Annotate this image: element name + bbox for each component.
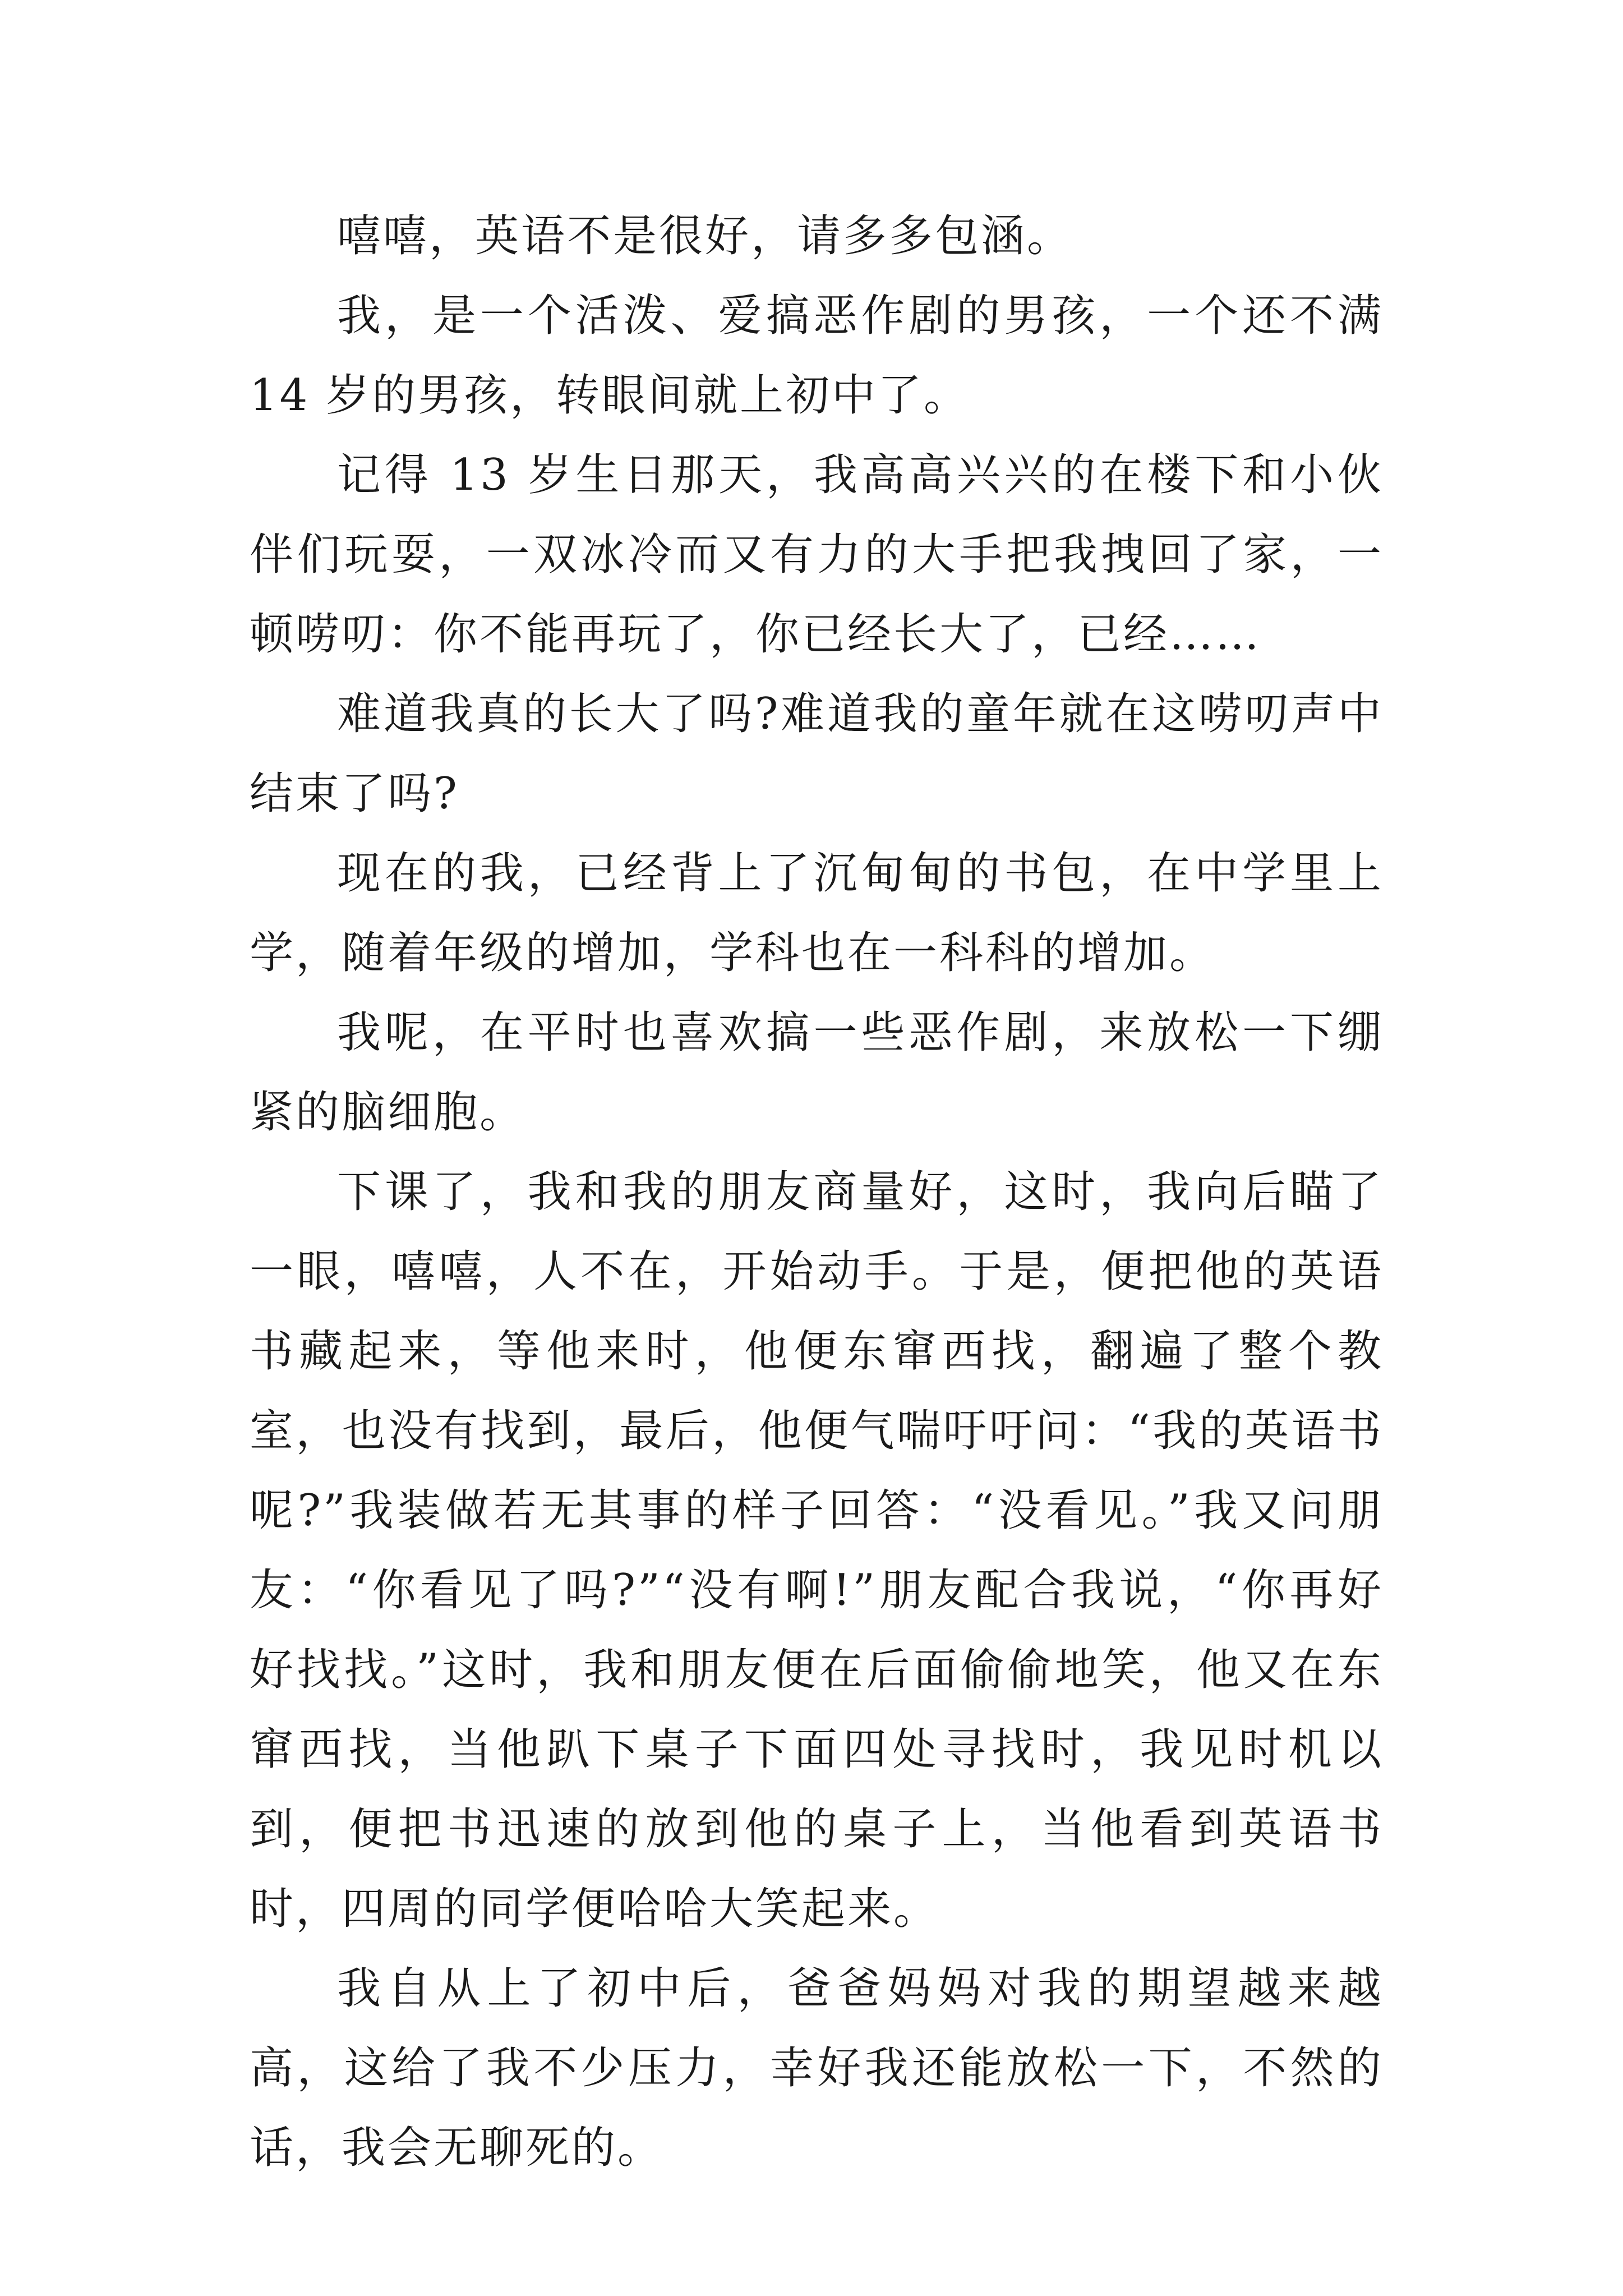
- paragraph: 嘻嘻，英语不是很好，请多多包涵。: [337, 211, 1073, 261]
- paragraph: 我呢，在平时也喜欢搞一些恶作剧，来放松一下绷紧的脑细胞。: [250, 1007, 1384, 1138]
- paragraph: 我，是一个活泼、爱搞恶作剧的男孩，一个还不满 14 岁的男孩，转眼间就上初中了。: [250, 291, 1384, 421]
- paragraph: 现在的我，已经背上了沉甸甸的书包，在中学里上学，随着年级的增加，学科也在一科科的增加。: [250, 848, 1384, 978]
- paragraph: 记得 13 岁生日那天，我高高兴兴的在楼下和小伙伴们玩耍，一双冰冷而又有力的大手把我拽回了家，一顿唠叨：你不能再玩了，你已经长大了，已经……: [250, 450, 1384, 660]
- paragraph: 难道我真的长大了吗?难道我的童年就在这唠叨声中结束了吗?: [250, 689, 1384, 819]
- paragraph: 我自从上了初中后，爸爸妈妈对我的期望越来越高，这给了我不少压力，幸好我还能放松一下，不然的话，我会无聊死的。: [250, 1963, 1384, 2173]
- paragraph: 下课了，我和我的朋友商量好，这时，我向后瞄了一眼，嘻嘻，人不在，开始动手。于是，便把他的英语书藏起来，等他来时，他便东窜西找，翻遍了整个教室，也没有找到，最后，他便气喘吁吁问：“我的英语书呢?”我装做若无其事的样子回答：“没看见。”我又问朋友：“你看见了吗?”“没有啊!”朋友配合我说，“你再好好找找。”这时，我和朋友便在后面偷偷地笑，他又在东窜西找，当他趴下桌子下面四处寻找时，我见时机以到，便把书迅速的放到他的桌子上，当他看到英语书时，四周的同学便哈哈大笑起来。: [250, 1167, 1384, 1934]
- body-text: [250, 196, 1384, 2188]
